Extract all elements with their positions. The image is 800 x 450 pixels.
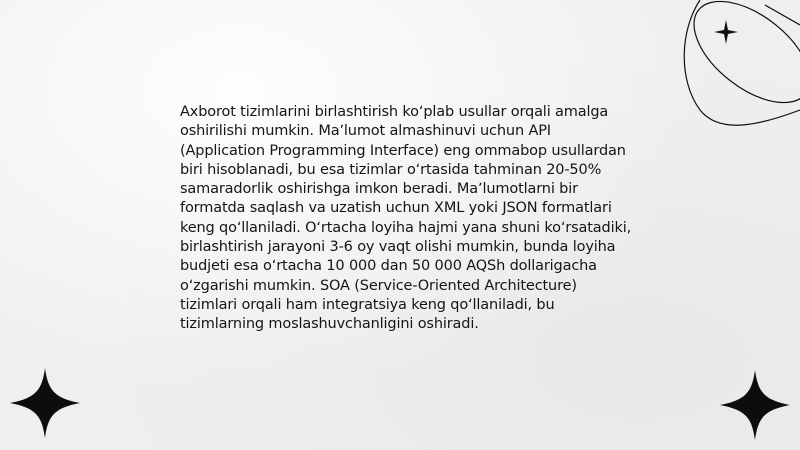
four-point-star-icon — [10, 368, 80, 438]
orbit-sparkle-icon — [640, 0, 800, 150]
body-paragraph: Axborot tizimlarini birlashtirish koʻplab usullar orqali amalga oshirilishi mumkin. Maʼlumot almashinuvi uchun API (Application Programming Interface) eng ommabop usullardan biri hisoblanadi, bu esa tizimlar oʻrtasida tahminan 20-50% samaradorlik oshirishga imkon beradi. Maʼlumotlarni bir formatda saqlash va uzatish uchun XML yoki JSON formatlari keng qoʻllaniladi. Oʻrtacha loyiha hajmi yana shuni koʻrsatadiki, birlashtirish jarayoni 3-6 oy vaqt olishi mumkin, bunda loyiha budjeti esa oʻrtacha 10 000 dan 50 000 AQSh dollarigacha oʻzgarishi mumkin. SOA (Service-Oriented Architecture) tizimlari orqali ham integratsiya keng qoʻllaniladi, bu tizimlarning moslashuvchanligini oshiradi. — [180, 104, 632, 333]
four-point-star-icon — [720, 370, 790, 440]
